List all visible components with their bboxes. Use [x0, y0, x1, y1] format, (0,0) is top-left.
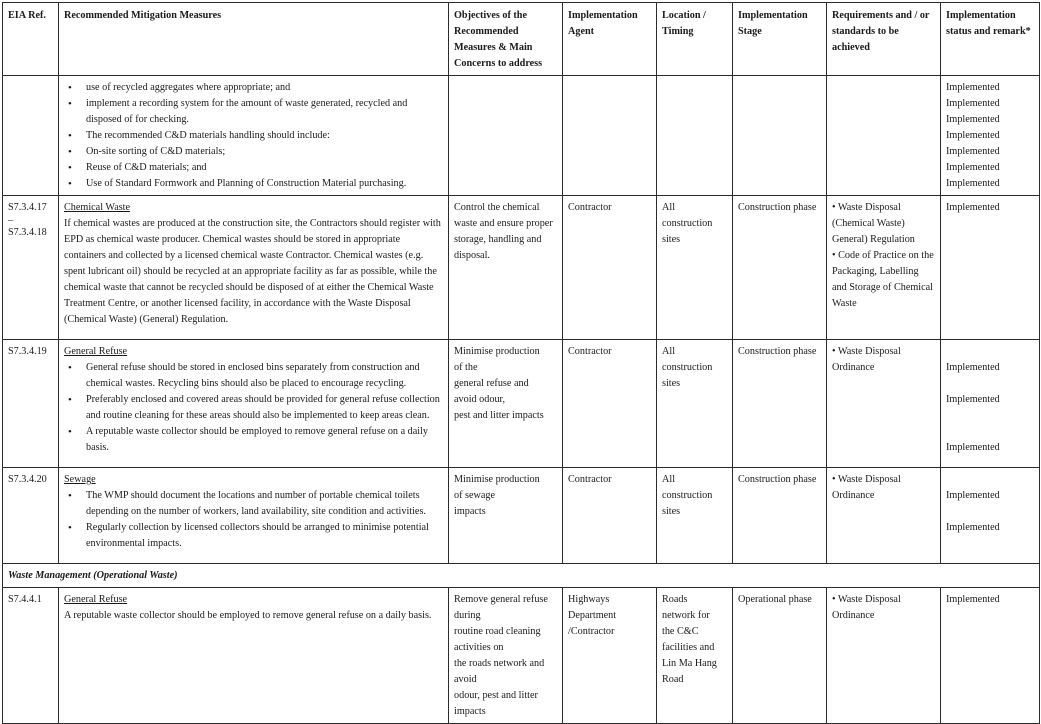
objective-line: impacts — [454, 506, 486, 517]
measure-heading: General Refuse — [64, 346, 128, 357]
cell-agent — [563, 76, 657, 196]
status-spacer — [946, 376, 1034, 392]
cell-location: All construction sites — [657, 468, 733, 564]
cell-location — [657, 76, 733, 196]
objective-line: Remove general refuse — [454, 594, 548, 605]
cell-objectives — [449, 588, 563, 724]
objective-line: avoid odour, — [454, 394, 506, 405]
status-text: Implemented — [946, 522, 1000, 533]
status-spacer — [946, 408, 1034, 424]
status-text: Implemented — [946, 98, 1000, 109]
cell-measures — [59, 340, 449, 468]
mitigation-measures-table — [2, 2, 1040, 724]
cell-ref — [3, 196, 59, 340]
objective-line: of the — [454, 362, 478, 373]
status-text: Implemented — [946, 146, 1000, 157]
cell-stage: Construction phase — [733, 468, 827, 564]
cell-requirements: • Waste Disposal Ordinance — [827, 468, 941, 564]
header-agent: Implementation Agent — [563, 3, 657, 76]
table-row-chemical-waste — [3, 196, 1040, 340]
list-item: • Reuse of C&D materials; and — [86, 160, 443, 176]
list-item: • General refuse should be stored in enclosed bins separately from construction and chemical wastes. Recycling bins should also be placed to encourage recycling. — [86, 360, 443, 392]
cell-agent: Contractor — [563, 468, 657, 564]
measure-body: A reputable waste collector should be employed to remove general refuse on a daily basis. — [64, 610, 432, 621]
status-text: Implemented — [946, 490, 1000, 501]
location-line: the C&C — [662, 626, 699, 637]
status-text: Implemented — [946, 442, 1000, 453]
table-header-row — [3, 3, 1040, 76]
table-row-continuation — [3, 76, 1040, 196]
cell-requirements — [827, 76, 941, 196]
objective-line: during — [454, 610, 481, 621]
table-row-sewage — [3, 468, 1040, 564]
table-row-general-refuse — [3, 340, 1040, 468]
status-text: Implemented — [946, 362, 1000, 373]
location-line: network for — [662, 610, 710, 621]
cell-objectives: Control the chemical waste and ensure proper storage, handling and disposal. — [449, 196, 563, 340]
cell-ref: S7.4.4.1 — [3, 588, 59, 724]
objective-line: activities on — [454, 642, 504, 653]
cell-stage — [733, 76, 827, 196]
status-spacer — [946, 424, 1034, 440]
cell-agent: Contractor — [563, 340, 657, 468]
cell-status — [941, 76, 1040, 196]
location-line: Lin Ma Hang — [662, 658, 717, 669]
objective-line: avoid — [454, 674, 477, 685]
objective-line: routine road cleaning — [454, 626, 541, 637]
measure-body: If chemical wastes are produced at the construction site, the Contractors should register with EPD as chemical waste producer. Chemical wastes should be stored in appropriate containers and collected by a licensed chemical waste Contractor. Chemical wastes (e.g. spent lubricant oil) should be recycled at an appropriate facility as far as possible, while the chemical waste that cannot be recycled should be disposed of at either the Chemical Waste Treatment Centre, or another licensed facility, in accordance with the Waste Disposal (Chemical Waste) (General) Regulation. — [64, 218, 441, 325]
agent-line: Department — [568, 610, 617, 621]
header-status: Implementation status and remark* — [941, 3, 1040, 76]
mitigation-measures-page — [2, 2, 1039, 724]
cell-measures — [59, 588, 449, 724]
header-eia-ref: EIA Ref. — [3, 3, 59, 76]
objective-line: the roads network and — [454, 658, 545, 669]
list-item: • A reputable waste collector should be employed to remove general refuse on a daily basis. — [86, 424, 443, 456]
location-line: Road — [662, 674, 684, 685]
status-text: Implemented — [946, 162, 1000, 173]
location-line: Roads — [662, 594, 688, 605]
measure-heading: Sewage — [64, 474, 96, 485]
cell-measures — [59, 76, 449, 196]
cell-objectives — [449, 76, 563, 196]
cell-stage: Construction phase — [733, 196, 827, 340]
status-spacer — [946, 344, 1034, 360]
objective-line: general refuse and — [454, 378, 529, 389]
status-spacer — [946, 504, 1034, 520]
measures-bullet-list — [64, 488, 443, 552]
status-spacer — [946, 472, 1034, 488]
cell-requirements: • Waste Disposal Ordinance — [827, 588, 941, 724]
list-item: • On-site sorting of C&D materials; — [86, 144, 443, 160]
measure-heading: General Refuse — [64, 594, 128, 605]
cell-stage: Construction phase — [733, 340, 827, 468]
objective-line: pest and litter impacts — [454, 410, 544, 421]
objective-line: Minimise production — [454, 346, 540, 357]
objective-line: odour, pest and litter — [454, 690, 538, 701]
table-row-operational-refuse — [3, 588, 1040, 724]
cell-location: All construction sites — [657, 340, 733, 468]
objective-line: Minimise production — [454, 474, 540, 485]
status-text: Implemented — [946, 114, 1000, 125]
cell-measures — [59, 468, 449, 564]
cell-objectives — [449, 340, 563, 468]
header-stage: Implementation Stage — [733, 3, 827, 76]
header-objectives: Objectives of the Recommended Measures & Main Concerns to address — [449, 3, 563, 76]
cell-ref: S7.3.4.20 — [3, 468, 59, 564]
eia-ref: S7.3.4.17 — [8, 202, 47, 213]
cell-ref: S7.3.4.19 — [3, 340, 59, 468]
measures-bullet-list — [64, 80, 443, 192]
cell-status — [941, 468, 1040, 564]
cell-ref — [3, 76, 59, 196]
agent-line: /Contractor — [568, 626, 615, 637]
header-requirements: Requirements and / or standards to be achieved — [827, 3, 941, 76]
requirement-item: • Code of Practice on the Packaging, Labelling and Storage of Chemical Waste — [832, 250, 934, 309]
section-row-operational — [3, 564, 1040, 588]
cell-location: All construction sites — [657, 196, 733, 340]
measure-heading: Chemical Waste — [64, 202, 131, 213]
requirement-item: • Waste Disposal (Chemical Waste) General) Regulation — [832, 202, 915, 245]
cell-requirements: • Waste Disposal Ordinance — [827, 340, 941, 468]
status-text: Implemented — [946, 394, 1000, 405]
list-item: • Use of Standard Formwork and Planning of Construction Material purchasing. — [86, 176, 443, 192]
section-title: Waste Management (Operational Waste) — [3, 564, 1040, 588]
cell-status: Implemented — [941, 196, 1040, 340]
header-measures: Recommended Mitigation Measures — [59, 3, 449, 76]
objective-line: impacts — [454, 706, 486, 717]
status-text: Implemented — [946, 82, 1000, 93]
cell-agent: Contractor — [563, 196, 657, 340]
objective-line: of sewage — [454, 490, 496, 501]
eia-ref-dash: – — [8, 215, 14, 226]
eia-ref: S7.3.4.18 — [8, 227, 47, 238]
header-location: Location / Timing — [657, 3, 733, 76]
list-item: • use of recycled aggregates where appropriate; and — [86, 80, 443, 96]
list-item: • Regularly collection by licensed collectors should be arranged to minimise potential environmental impacts. — [86, 520, 443, 552]
list-item: • implement a recording system for the amount of waste generated, recycled and disposed of for checking. — [86, 96, 443, 128]
list-item: • The WMP should document the locations and number of portable chemical toilets depending on the number of workers, land availability, site condition and activities. — [86, 488, 443, 520]
list-item: • The recommended C&D materials handling should include: — [86, 128, 443, 144]
cell-stage: Operational phase — [733, 588, 827, 724]
location-line: facilities and — [662, 642, 715, 653]
cell-status — [941, 340, 1040, 468]
list-item: • Preferably enclosed and covered areas should be provided for general refuse collection and routine cleaning for these areas should also be implemented to keep areas clean. — [86, 392, 443, 424]
status-text: Implemented — [946, 178, 1000, 189]
agent-line: Highways — [568, 594, 610, 605]
measures-bullet-list — [64, 360, 443, 456]
cell-location — [657, 588, 733, 724]
status-text: Implemented — [946, 130, 1000, 141]
cell-objectives — [449, 468, 563, 564]
cell-requirements — [827, 196, 941, 340]
cell-measures — [59, 196, 449, 340]
cell-status: Implemented — [941, 588, 1040, 724]
cell-agent — [563, 588, 657, 724]
